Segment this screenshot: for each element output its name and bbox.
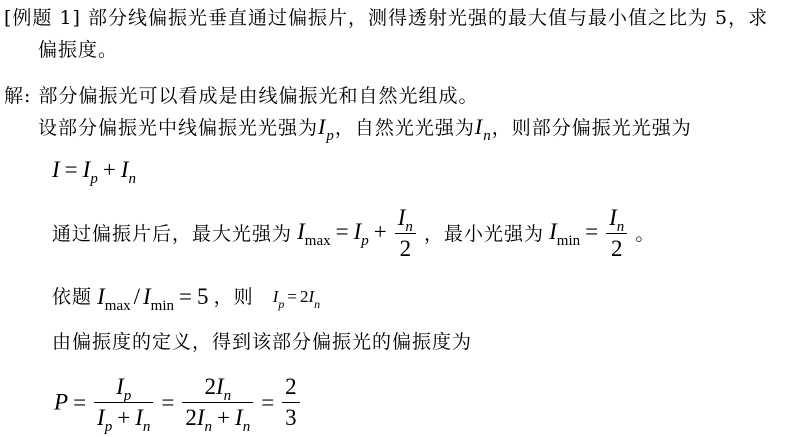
equation-Ip-equals-2In: $I_p = 2I_n$ (272, 287, 321, 311)
equation-max-intensity: $I_{max} = I_p$ + $\frac{I_n}{2}$ (297, 219, 419, 244)
equation-ratio: $I_{max} / I_{min} = 5$ (97, 284, 209, 314)
definition-sentence: 由偏振度的定义，得到该部分偏振光的偏振度为 (52, 331, 473, 353)
symbol-Ip: $I_p$ (318, 114, 335, 144)
fraction-In-over-2-min: $\frac{I_n}{2}$ (606, 203, 627, 264)
fraction-2-over-3: $\frac{2}{3}$ (282, 372, 300, 433)
equation-min-intensity: $I_{min}$ = $\frac{I_n}{2}$ (549, 219, 630, 244)
fraction-In-over-2: $\frac{I_n}{2}$ (395, 203, 416, 264)
through-suffix: 。 (635, 222, 656, 245)
problem-statement-line-1: [例题 1] 部分线偏振光垂直通过偏振片，测得透射光强的最大值与最小值之比为 5，求 (4, 7, 769, 29)
solution-intro: 解: 部分偏振光可以看成是由线偏振光和自然光组成。 (4, 85, 479, 107)
setup-suffix: ，则部分偏振光光强为 (491, 117, 692, 139)
problem-statement-line-2: 偏振度。 (38, 39, 119, 61)
fraction-2In-over-3In: $\frac{2I_n}{2I_n + I_n}$ (182, 372, 253, 433)
setup-sentence (38, 114, 692, 144)
ratio-prefix: 依题 (52, 286, 93, 308)
through-prefix: 通过偏振片后，最大光强为 (52, 222, 293, 245)
equation-polarization-degree: P = $\frac{I_p}{I_p + I_n}$ = $\frac{2I_n}{2I_n + I_n}$ = $\frac{2}{3}$ (54, 372, 303, 433)
ratio-middle: ，则 (213, 286, 254, 308)
through-polarizer-sentence (52, 203, 655, 264)
setup-middle: ，自然光光强为 (334, 117, 475, 139)
equation-total-intensity: $I = I_p + I_n$ (52, 157, 136, 187)
fraction-Ip-over-sum: $\frac{I_p}{I_p + I_n}$ (94, 372, 153, 433)
setup-prefix: 设部分偏振光中线偏振光光强为 (38, 117, 319, 139)
ratio-sentence (52, 283, 321, 314)
symbol-In: $I_n$ (474, 114, 492, 144)
through-middle: ，最小光强为 (424, 222, 545, 245)
